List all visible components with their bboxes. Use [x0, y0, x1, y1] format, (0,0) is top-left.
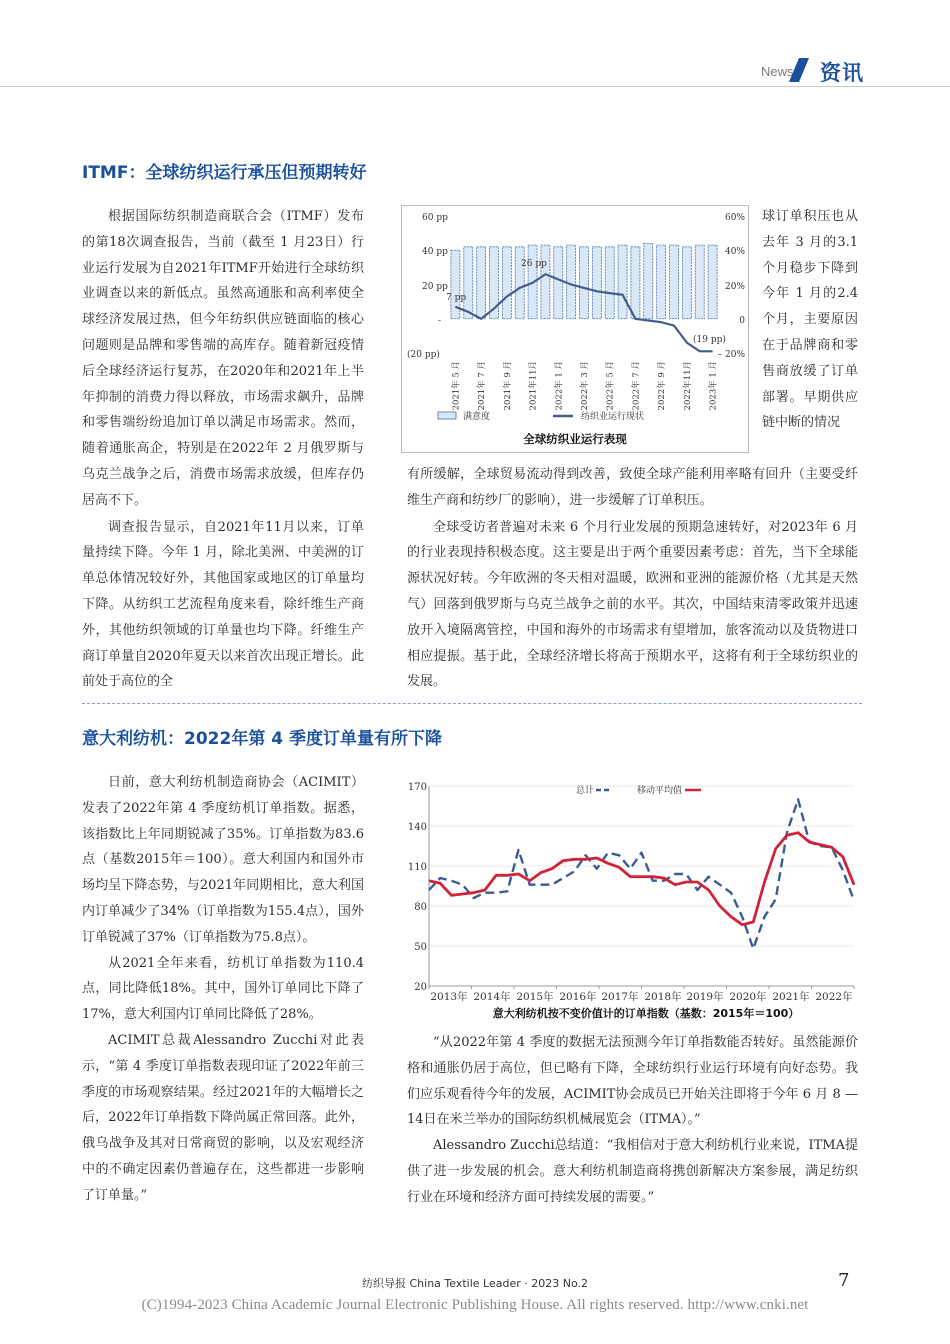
chart1-x-tick: 2022年11月	[682, 361, 693, 411]
header-slash-mark	[789, 58, 819, 82]
chart1-bar	[592, 247, 601, 319]
chart1-legend-bar-swatch	[438, 412, 456, 419]
chart1-title: 全球纺织业运行表现	[523, 432, 627, 446]
chart2-legend-avg: 移动平均值	[637, 786, 683, 796]
chart1-x-tick: 2021年 7 月	[477, 361, 488, 411]
chart1-bar	[618, 245, 627, 319]
chart1-x-tick: 2021年11月	[528, 361, 539, 411]
chart2-x-tick: 2018年	[644, 991, 682, 1003]
chart1-annotation: 26 pp	[521, 259, 547, 269]
chart1-x-tick: 2021年 9 月	[502, 361, 513, 411]
chart1-legend-line: 纺织业运行现状	[581, 412, 645, 422]
chart2-legend-total: 总计	[576, 786, 595, 796]
chart1-bar	[670, 245, 679, 319]
header-news-label: News	[761, 64, 794, 79]
section2-paragraph-4: “从2022年第 4 季度的数据无法预测今年订单指数能否转好。虽然能源价格和通胀仍居于高位，但已略有下降，全球纺织行业运行环境有向好态势。我们应乐观看待今年的发展，ACIMIT协会成员已开始关注即将于今年 6 月 8 — 14日在米兰举办的国际纺织机械展览会（ITMA）。”	[407, 1035, 858, 1128]
italy-order-index-chart	[396, 772, 862, 1024]
chart1-annotation: (19 pp)	[693, 335, 726, 345]
chart1-right-tick: 20%	[724, 282, 745, 292]
section-divider	[82, 703, 862, 704]
chart1-annotation: 7 pp	[446, 293, 467, 303]
chart1-bar	[541, 245, 550, 319]
chart1-bar	[695, 245, 704, 319]
chart2-x-tick: 2013年	[430, 991, 468, 1003]
chart2-y-tick: 110	[407, 862, 427, 873]
section2-paragraph-1: 日前，意大利纺机制造商协会（ACIMIT）发表了2022年第 4 季度纺机订单指数。据悉，该指数比上年同期锐减了35%。订单指数为83.6点（基数2015年＝100）。意大利国内和国外市场均呈下降态势，与2021年同期相比，意大利国内订单减少了34%（订单指数为155.4点），国外订单锐减了37%（订单指数为75.8点）。	[82, 775, 364, 945]
chart1-bar	[644, 243, 653, 318]
chart1-left-tick: 60 pp	[422, 213, 448, 223]
chart1-x-tick: 2022年 5 月	[605, 361, 616, 411]
global-textile-chart	[401, 205, 749, 453]
chart2-x-tick: 2016年	[559, 991, 597, 1003]
chart1-right-tick: 0	[739, 316, 745, 326]
chart1-bar	[682, 247, 691, 319]
chart2-x-tick: 2022年	[815, 991, 853, 1003]
chart2-title: 意大利纺机按不变价值计的订单指数（基数：2015年＝100）	[492, 1007, 800, 1020]
footer-journal: 纺织导报 China Textile Leader · 2023 No.2	[362, 1277, 588, 1290]
section1-paragraph-4: 全球受访者普遍对未来 6 个月行业发展的预期急速转好，对2023年 6 月的行业表现持积极态度。这主要是出于两个重要因素考虑：首先，当下全球能源状况好转。今年欧洲的冬天相对温暖，欧洲和亚洲的能源价格（尤其是天然气）回落到俄罗斯与乌克兰战争之前的水平。其次，中国结束清零政策并迅速放开入境隔离管控，中国和海外的市场需求有望增加，旅客流动以及货物进口相应提振。基于此，全球经济增长将高于预期水平，这将有利于全球纺织业的发展。	[407, 519, 858, 690]
chart1-bar	[657, 245, 666, 319]
chart2-x-tick: 2019年	[686, 991, 724, 1003]
chart1-left-tick: 20 pp	[422, 282, 448, 292]
chart1-right-tick: 40%	[724, 247, 745, 257]
section1-title: ITMF：全球纺织运行承压但预期转好	[82, 163, 367, 183]
chart1-x-tick: 2022年 9 月	[657, 361, 668, 411]
chart2-y-tick: 80	[414, 902, 427, 913]
section1-right-column	[407, 462, 858, 695]
section2-paragraph-3: ACIMIT总裁Alessandro Zucchi对此表示，“第 4 季度订单指数表现印证了2022年前三季度的市场观察结果。经过2021年的大幅增长之后，2022年订单指数下降尚属正常回落。此外，俄乌战争及其对日常商贸的影响，以及宏观经济中的不确定因素仍普遍存在，这些都进一步影响了订单量。”	[82, 1032, 364, 1203]
chart2-y-tick: 140	[407, 822, 427, 833]
header-section-title: 资讯	[820, 61, 864, 85]
chart2-total-line	[429, 799, 854, 948]
chart1-legend-bar: 满意度	[463, 412, 491, 422]
chart1-bar	[502, 247, 511, 319]
section2-paragraph-2: 从2021全年来看，纺机订单指数为110.4点，同比降低18%。其中，国外订单同比下降了17%，意大利国内订单同比降低了28%。	[82, 955, 364, 1023]
chart1-right-tick: – 20%	[717, 350, 745, 360]
chart2-x-tick: 2017年	[601, 991, 639, 1003]
copyright-notice: (C)1994-2023 China Academic Journal Electronic Publishing House. All rights reserved. http://www.cnki.net	[141, 1297, 809, 1313]
chart1-right-tick: 60%	[724, 213, 745, 223]
chart1-bar	[580, 247, 589, 319]
chart1-bar	[708, 245, 717, 319]
chart1-x-tick: 2023年 1 月	[708, 361, 719, 411]
chart1-left-tick: 40 pp	[422, 247, 448, 257]
section2-left-column	[82, 770, 364, 1209]
chart2-y-tick: 170	[407, 782, 427, 793]
section1-paragraph-1: 根据国际纺织制造商联合会（ITMF）发布的第18次调查报告，当前（截至 1 月23日）行业运行发展为自2021年ITMF开始进行全球纺织业调查以来的新低点。虽然高通胀和高利率使全球经济发展过热，但今年纺织供应链面临的核心问题则是品牌和零售端的高库存。随着新冠疫情后全球经济运行复苏，在2020年和2021年上半年抑制的消费力得以释放，市场需求飙升，品牌和零售端纷纷追加订单以满足市场需求。然而，随着通胀高企，特别是在2022年 2 月俄罗斯与乌克兰战争之后，消费市场需求放缓，但库存仍居高不下。	[82, 209, 364, 508]
chart1-left-tick: (20 pp)	[407, 350, 440, 360]
section1-left-column	[82, 204, 364, 695]
chart2-y-tick: 50	[414, 942, 427, 953]
chart1-x-tick: 2022年 1 月	[554, 361, 565, 411]
chart1-bar	[631, 247, 640, 319]
chart1-bar	[567, 245, 576, 319]
chart2-x-tick: 2014年	[473, 991, 511, 1003]
chart2-y-tick: 20	[414, 982, 427, 993]
section2-title: 意大利纺机：2022年第 4 季度订单量有所下降	[82, 729, 442, 749]
section1-paragraph-3: 有所缓解，全球贸易流动得到改善，致使全球产能利用率略有回升（主要受纤维生产商和纺纱厂的影响），进一步缓解了订单积压。	[407, 467, 858, 508]
chart1-bar	[554, 247, 563, 319]
chart2-x-tick: 2021年	[772, 991, 810, 1003]
chart1-bar	[477, 247, 486, 319]
chart1-bar	[464, 247, 473, 319]
section2-right-column	[407, 1030, 858, 1211]
chart1-left-tick: -	[438, 316, 442, 326]
chart1-bar	[515, 247, 524, 319]
header-rule	[0, 86, 950, 87]
page-number: 7	[838, 1270, 850, 1291]
chart1-x-tick: 2022年 7 月	[631, 361, 642, 411]
section1-narrow-paragraph: 球订单积压也从去年 3 月的3.1个月稳步下降到今年 1 月的2.4个月，主要原因在于品牌商和零售商放缓了订单部署。早期供应链中断的情况	[762, 209, 858, 431]
chart1-x-tick: 2022年 3 月	[580, 361, 590, 411]
section1-paragraph-2: 调查报告显示，自2021年11月以来，订单量持续下降。今年 1 月，除北美洲、中美洲的订单总体情况较好外，其他国家或地区的订单量均下降。从纺织工艺流程角度来看，除纤维生产商外，其他纺织领域的订单量也均下降。纤维生产商订单量自2020年夏天以来首次出现正增长。此前处于高位的全	[82, 519, 364, 690]
section2-paragraph-5: Alessandro Zucchi总结道：“我相信对于意大利纺机行业来说，ITMA提供了进一步发展的机会。意大利纺机制造商将携创新解决方案参展，满足纺织行业在环境和经济方面可持续发展的需要。”	[407, 1138, 858, 1205]
chart2-x-tick: 2020年	[729, 991, 767, 1003]
chart2-x-tick: 2015年	[516, 991, 554, 1003]
chart1-bar	[605, 247, 614, 319]
section1-right-narrow-column	[762, 204, 858, 436]
chart1-x-tick: 2021年 5 月	[451, 361, 462, 411]
chart2-moving-average-line	[429, 833, 854, 925]
